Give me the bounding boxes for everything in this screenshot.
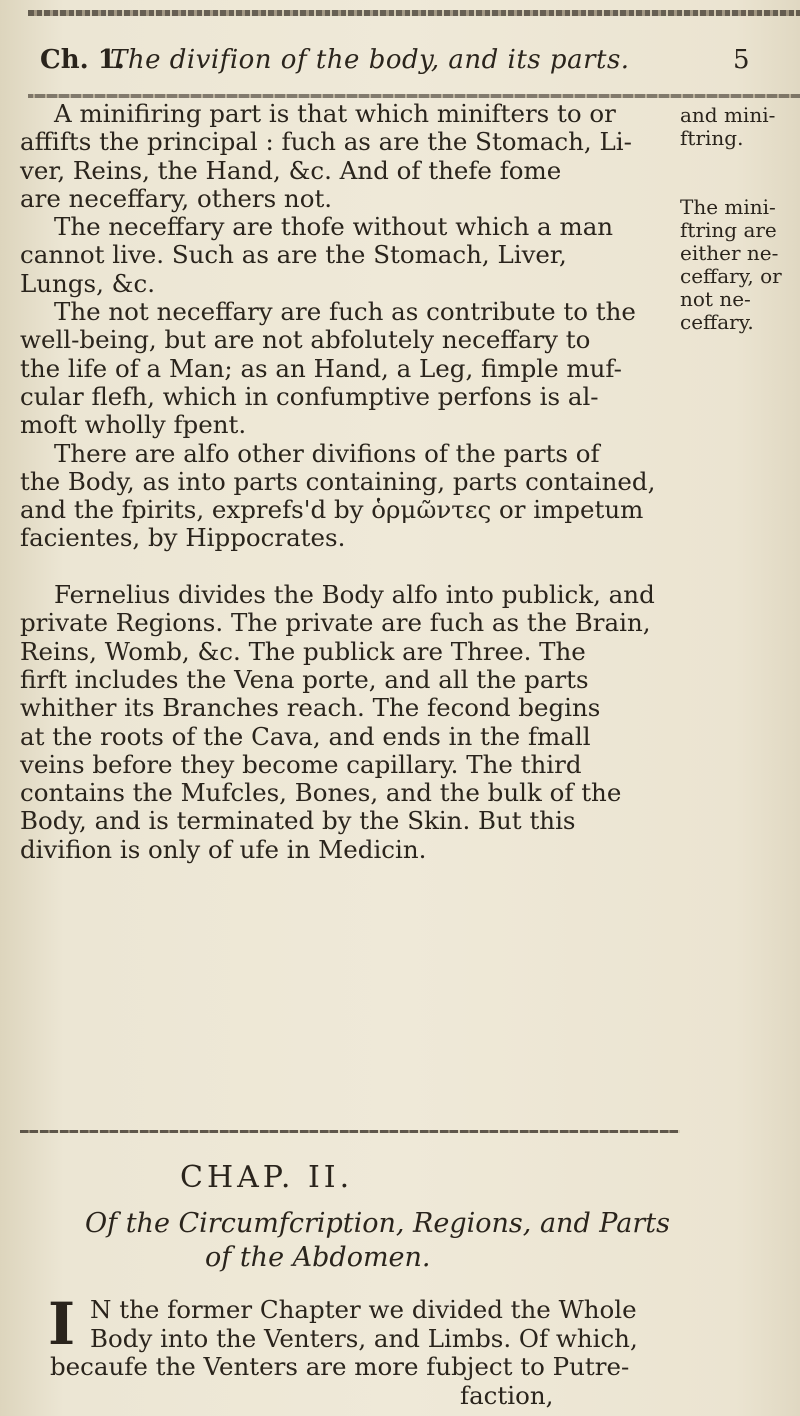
text-line: contains the Mufcles, Bones, and the bulk of the <box>20 778 622 808</box>
text-line: moft wholly fpent. <box>20 410 247 440</box>
header-rule <box>28 94 800 98</box>
chapter-title-line: of the Abdomen. <box>205 1242 431 1273</box>
text-line: firft includes the Vena porte, and all the parts <box>20 664 589 694</box>
chapter-title-line: Of the Circumfcription, Regions, and Parts <box>85 1208 670 1239</box>
text-line: at the roots of the Cava, and ends in the fmall <box>20 721 591 751</box>
margin-note-line: ceffary, or <box>680 264 782 288</box>
text-line: affifts the principal : fuch as are the Stomach, Li- <box>20 127 632 157</box>
text-line: facientes, by Hippocrates. <box>20 523 346 553</box>
main-text-block <box>20 100 660 864</box>
text-line: There are alfo other divifions of the parts of <box>54 438 600 468</box>
text-line: The not neceffary are fuch as contribute to the <box>54 297 636 327</box>
text-line: N the former Chapter we divided the Whole <box>90 1295 637 1324</box>
text-line: the Body, as into parts containing, parts contained, <box>20 466 656 496</box>
text-line: private Regions. The private are fuch as the Brain, <box>20 608 651 638</box>
margin-note-line: ceffary. <box>680 310 754 334</box>
text-line: A minifiring part is that which minifters to or <box>54 99 616 128</box>
text-line: Body, and is terminated by the Skin. But this <box>20 806 576 836</box>
margin-note-line <box>680 173 800 196</box>
margin-notes <box>680 104 800 334</box>
text-line: cular flefh, which in confumptive perfons is al- <box>20 381 599 411</box>
blank-line <box>20 553 660 581</box>
text-line: whither its Branches reach. The fecond begins <box>20 693 601 723</box>
text-line: Lungs, &c. <box>20 268 155 298</box>
section-divider <box>20 1130 680 1133</box>
chapter-label: CHAP. II. <box>180 1160 354 1195</box>
margin-note-line: The mini- <box>680 195 776 219</box>
text-line: cannot live. Such as are the Stomach, Liver, <box>20 240 567 270</box>
text-line: The neceffary are thofe without which a man <box>54 212 614 242</box>
chapter-title <box>85 1207 670 1275</box>
text-line: well-being, but are not abfolutely neceffary to <box>20 325 591 355</box>
margin-note-line: ftring. <box>680 126 744 150</box>
text-line: the life of a Man; as an Hand, a Leg, fimple muf- <box>20 353 622 383</box>
text-line: faction, <box>460 1380 554 1410</box>
text-line: ver, Reins, the Hand, &c. And of thefe fome <box>20 155 562 185</box>
text-line: veins before they become capillary. The third <box>20 749 582 779</box>
text-line: Fernelius divides the Body alfo into publick, and <box>54 580 655 610</box>
running-title: The divifion of the body, and its parts. <box>110 45 630 75</box>
margin-note-line: not ne- <box>680 287 751 311</box>
page-number: 5 <box>733 45 750 75</box>
running-header <box>28 40 788 80</box>
margin-note-line: and mini- <box>680 103 776 127</box>
top-ornament-rule <box>28 10 800 16</box>
text-line: Reins, Womb, &c. The publick are Three. The <box>20 636 586 666</box>
margin-note-line <box>680 150 800 173</box>
text-line: divifion is only of ufe in Medicin. <box>20 834 427 864</box>
margin-note-line: either ne- <box>680 241 779 265</box>
chapter-opening-paragraph <box>48 1290 690 1410</box>
text-line: are neceffary, others not. <box>20 183 333 213</box>
margin-note-line: ftring are <box>680 218 777 242</box>
chapter-number: Ch. 1. <box>40 45 125 75</box>
text-line: Body into the Venters, and Limbs. Of which, <box>90 1323 638 1353</box>
drop-cap: I <box>48 1290 76 1358</box>
text-line: and the fpirits, exprefs'd by ὁρμῶντες or impetum <box>20 495 644 525</box>
text-line: becaufe the Venters are more fubject to Putre- <box>50 1352 630 1381</box>
